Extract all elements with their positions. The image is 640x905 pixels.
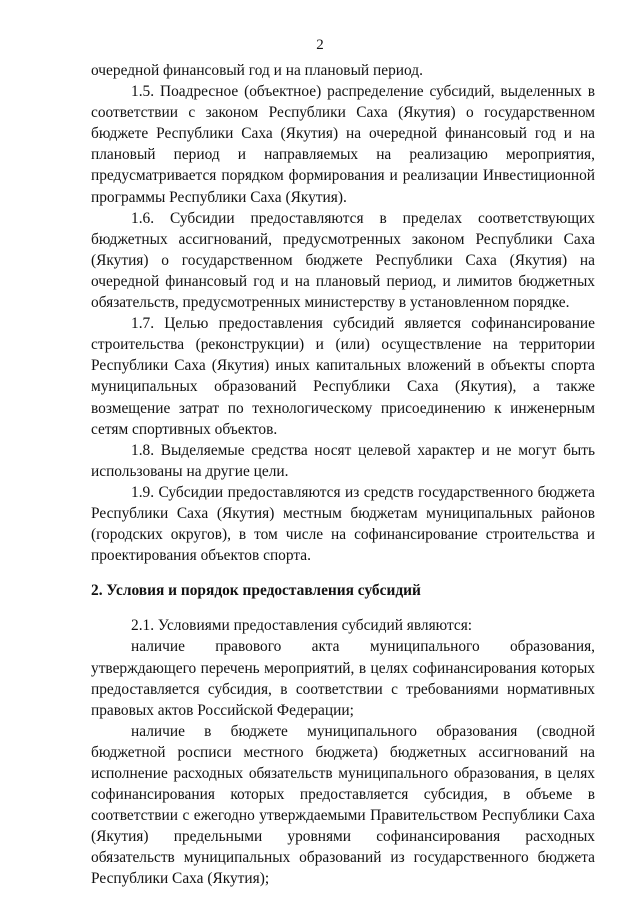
document-body <box>91 60 595 890</box>
page-number: 2 <box>316 37 324 53</box>
condition-legal-act: наличие правового акта муниципального образования, утверждающего перечень мероприятий, в целях софинансирования которых предоставляется субсидия, в соответствии с требованиями нормативных правовых актов Российской Федерации; <box>91 638 595 719</box>
paragraph-2-1: 2.1. Условиями предоставления субсидий являются: <box>131 617 473 635</box>
paragraph-1-5: 1.5. Поадресное (объектное) распределение субсидий, выделенных в соответствии с законом Республики Саха (Якутия) о государственном бюджете Республики Саха (Якутия) на очередной финансовый год и на плановый период и направляемых на реализацию мероприятия, предусматривается порядком формирования и реализации Инвестиционной программы Республики Саха (Якутия). <box>91 83 595 206</box>
paragraph-1-8: 1.8. Выделяемые средства носят целевой характер и не могут быть использованы на другие цели. <box>91 441 595 480</box>
section-heading: 2. Условия и порядок предоставления субсидий <box>91 582 421 600</box>
paragraph-continuation: очередной финансовый год и на плановый период. <box>91 62 423 79</box>
paragraph-1-6: 1.6. Субсидии предоставляются в пределах соответствующих бюджетных ассигнований, предусмотренных законом Республики Саха (Якутия) о государственном бюджете Республики Саха (Якутия) на очередной финансовый год и на плановый период, и лимитов бюджетных обязательств, предусмотренных министерству в установленном порядке. <box>91 209 595 312</box>
paragraph-1-9: 1.9. Субсидии предоставляются из средств государственного бюджета Республики Саха (Якутия) местным бюджетам муниципальных районов (городских округов), в том числе на софинансирование строительства и проектирования объектов спорта. <box>91 483 595 565</box>
paragraph-1-7: 1.7. Целью предоставления субсидий является софинансирование строительства (реконструкции) и (или) осуществление на территории Республики Саха (Якутия) иных капитальных вложений в объекты спорта муниципальных образований Республики Саха (Якутия), а также возмещение затрат по технологическому присоединению к инженерным сетям спортивных объектов. <box>91 315 595 438</box>
condition-budget-allocations: наличие в бюджете муниципального образования (сводной бюджетной росписи местного бюджета) бюджетных ассигнований на исполнение расходных обязательств муниципального образования, в целях софинансирования которых предоставляется субсидия, в объеме в соответствии с ежегодно утверждаемыми Правительством Республики Саха (Якутия) предельными уровнями софинансирования расходных обязательств муниципальных образований из государственного бюджета Республики Саха (Якутия); <box>91 722 595 888</box>
